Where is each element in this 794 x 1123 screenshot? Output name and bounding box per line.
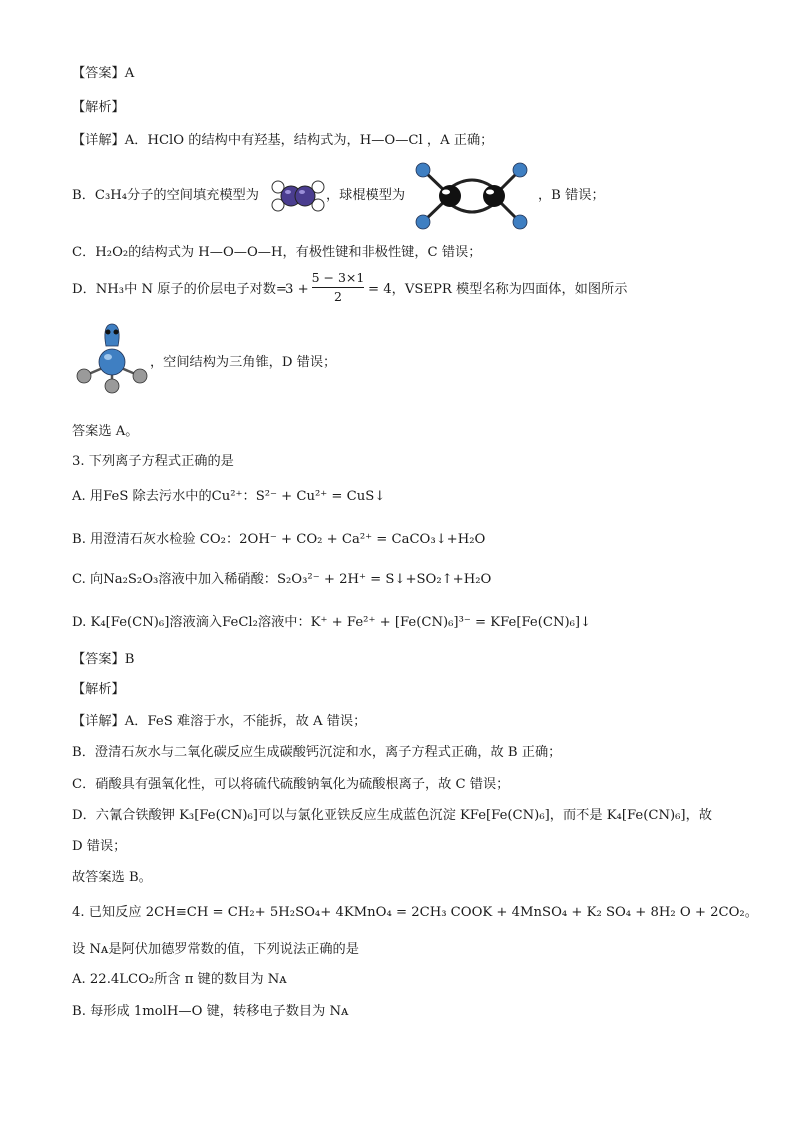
ball-stick-model-figure: [410, 158, 532, 234]
fraction-lead: 3 +: [285, 282, 309, 297]
analysis-label-1: 【解析】: [72, 100, 125, 115]
q3-option-c: C. 向Na₂S₂O₃溶液中加入稀硝酸：S₂O₃²⁻ + 2H⁺ = S↓+SO₂↑+H₂O: [72, 572, 492, 587]
q3-option-a: A. 用FeS 除去污水中的Cu²⁺：S²⁻ + Cu²⁺ = CuS↓: [72, 489, 386, 504]
q4-option-a: A. 22.4LCO₂所含 π 键的数目为 Nᴀ: [72, 972, 287, 987]
fraction: [310, 270, 366, 305]
detail-d-1-suffix: = 4，VSEPR 模型名称为四面体，如图所示: [368, 282, 628, 297]
detail-b-2: B．澄清石灰水与二氧化碳反应生成碳酸钙沉淀和水，离子方程式正确，故 B 正确；: [72, 745, 562, 760]
answer-label-2: 【答案】B: [72, 652, 135, 667]
detail-c-1: C．H₂O₂的结构式为 H—O—O—H，有极性键和非极性键，C 错误；: [72, 245, 482, 260]
q3-option-d: D. K₄[Fe(CN)₆]溶液滴入FeCl₂溶液中：K⁺ + Fe²⁺ + [Fe(CN)₆]³⁻ = KFe[Fe(CN)₆]↓: [72, 615, 592, 630]
question-3-stem: 3. 下列离子方程式正确的是: [72, 454, 234, 469]
detail-b-1-suffix: ，B 错误；: [538, 188, 605, 203]
detail-d-1-prefix: D．NH₃中 N 原子的价层电子对数=: [72, 282, 287, 297]
choose-a: 答案选 A。: [72, 424, 139, 439]
analysis-label-2: 【解析】: [72, 682, 125, 697]
question-4-stem: 4. 已知反应 2CH≡CH = CH₂+ 5H₂SO₄+ 4KMnO₄ = 2CH₃ COOK + 4MnSO₄ + K₂ SO₄ + 8H₂ O + 2CO₂。: [72, 905, 758, 920]
fraction-bar: [312, 287, 364, 288]
q3-option-b: B. 用澄清石灰水检验 CO₂：2OH⁻ + CO₂ + Ca²⁺ = CaCO₃↓+H₂O: [72, 532, 486, 547]
detail-d-1-conclusion: ，空间结构为三角锥，D 错误；: [150, 355, 337, 370]
detail-b-1-mid: ，球棍模型为: [326, 188, 406, 203]
detail-a-1: 【详解】A．HClO 的结构中有羟基，结构式为，H—O—Cl ，A 正确；: [72, 133, 494, 148]
q4-option-b: B. 每形成 1molH—O 键，转移电子数目为 Nᴀ: [72, 1004, 349, 1019]
space-filling-model-figure: [270, 178, 326, 214]
detail-d-2-cont: D 错误；: [72, 839, 127, 854]
question-4-prompt: 设 Nᴀ是阿伏加德罗常数的值，下列说法正确的是: [72, 942, 359, 957]
nh3-model-figure: [74, 320, 154, 394]
fraction-numerator: 5 − 3×1: [311, 270, 365, 285]
fraction-denominator: 2: [334, 289, 342, 304]
detail-c-2: C．硝酸具有强氧化性，可以将硫代硫酸钠氧化为硫酸根离子，故 C 错误；: [72, 777, 510, 792]
choose-b: 故答案选 B。: [72, 870, 152, 885]
answer-label-1: 【答案】A: [72, 66, 135, 81]
detail-a-2: 【详解】A．FeS 难溶于水，不能拆，故 A 错误；: [72, 714, 367, 729]
detail-d-2: D．六氰合铁酸钾 K₃[Fe(CN)₆]可以与氯化亚铁反应生成蓝色沉淀 KFe[Fe(CN)₆]，而不是 K₄[Fe(CN)₆]，故: [72, 808, 712, 823]
detail-b-1-prefix: B．C₃H₄分子的空间填充模型为: [72, 188, 259, 203]
